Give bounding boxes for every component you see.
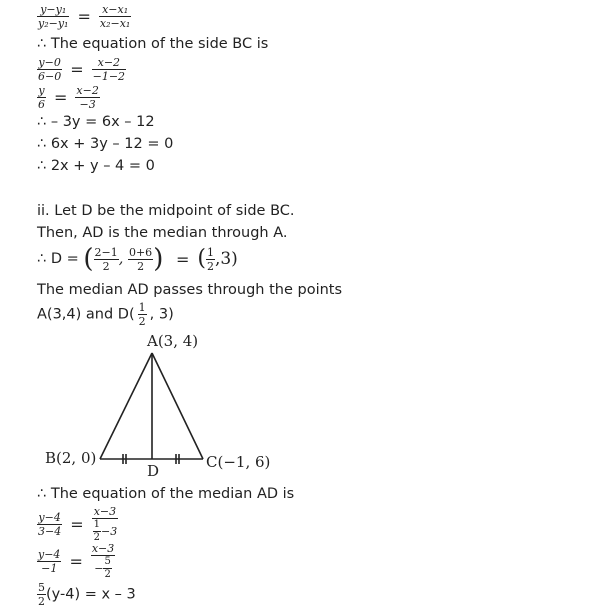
midpoint-d-equation: ∴ D = ( $\frac{2-1}{2}$ , $\frac{0+6}{2}$ ) = ( $\frac{1}{2}$ ,3) (37, 244, 238, 274)
formula-rhs: $\frac{\text{x−x₁}}{\text{x₂−x₁}}$ (99, 3, 131, 30)
bc-line4: ∴ 6x + 3y – 12 = 0 (37, 136, 174, 152)
label-a: A(3, 4) (147, 332, 199, 350)
two-point-formula: $\frac{\text{y−y₁}}{\text{y₂−y₁}}$ = $\frac{\text{x−x₁}}{\text{x₂−x₁}}$ (38, 3, 131, 30)
bc-intro: ∴ The equation of the side BC is (37, 36, 269, 52)
ad-step1: $\frac{y-4}{3-4}$ = x−3 $\frac{1}{2}$ −3 (38, 505, 118, 543)
bc-line3: ∴ – 3y = 6x – 12 (37, 114, 155, 130)
triangle-diagram (0, 328, 601, 488)
bc-step1: $\frac{y-0}{6-0}$ = $\frac{x-2}{-1-2}$ (38, 56, 126, 83)
bc-step2: $\frac{y}{6}$ = $\frac{x-2}{-3}$ (38, 84, 99, 111)
formula-lhs: $\frac{\text{y−y₁}}{\text{y₂−y₁}}$ (38, 3, 69, 30)
ad-step2: $\frac{y-4}{-1}$ = x−3 − $\frac{5}{2}$ (38, 542, 115, 580)
part2-line5: A(3,4) and D( $\frac{1}{2}$ , 3) (37, 301, 174, 328)
label-b: B(2, 0) (45, 449, 97, 467)
side-ab (100, 353, 152, 459)
bc-line5: ∴ 2x + y – 4 = 0 (37, 158, 155, 174)
part2-line1: ii. Let D be the midpoint of side BC. (37, 203, 295, 219)
label-d: D (147, 462, 160, 480)
part2-line2: Then, AD is the median through A. (37, 225, 288, 241)
label-c: C(−1, 6) (206, 453, 271, 471)
part2-line4: The median AD passes through the points (37, 282, 343, 298)
side-ac (152, 353, 203, 459)
ad-intro: ∴ The equation of the median AD is (37, 486, 295, 502)
ad-final: $\frac{5}{2}$ (y-4) = x – 3 (38, 581, 136, 608)
